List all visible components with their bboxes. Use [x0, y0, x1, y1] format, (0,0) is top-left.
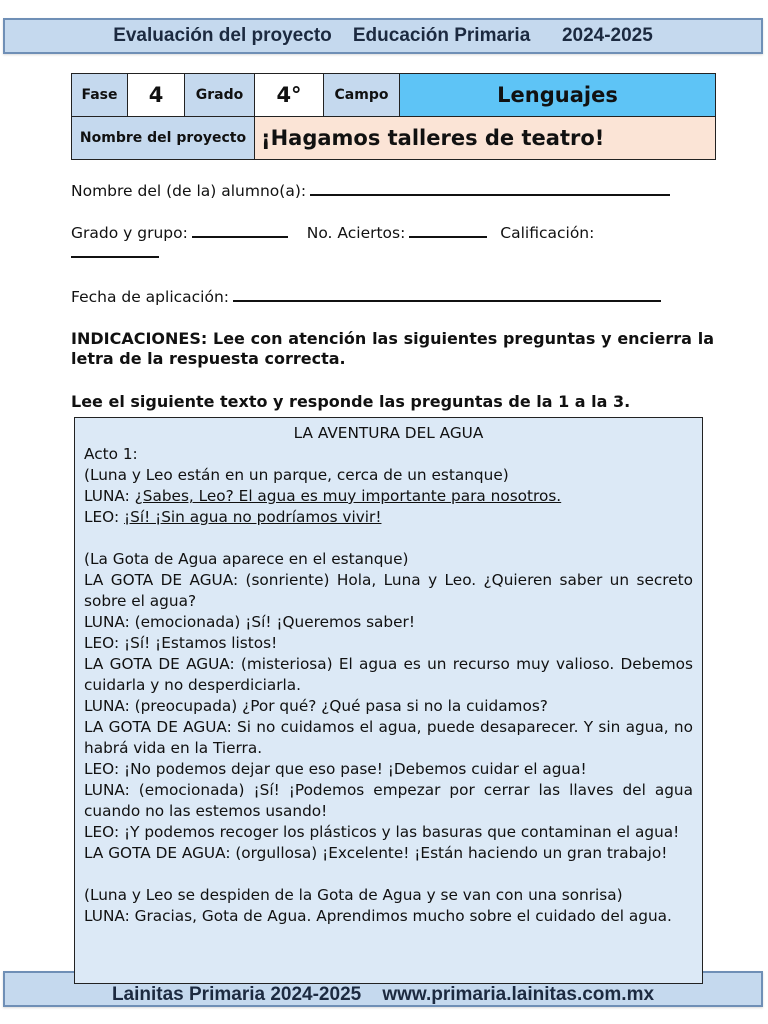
grado-label: Grado [185, 74, 255, 117]
alumno-line [71, 182, 670, 200]
calificacion-line [71, 244, 159, 262]
reading-title: LA AVENTURA DEL AGUA [293, 424, 484, 442]
spacer [84, 528, 693, 549]
alumno-label: Nombre del (de la) alumno(a): [71, 182, 307, 200]
underlined-dialogue: ¡Sí! ¡Sin agua no podríamos vivir! [123, 508, 382, 526]
fecha-label: Fecha de aplicación: [71, 288, 230, 306]
reading-line: LUNA: (emocionada) ¡Sí! ¡Queremos saber! [84, 613, 415, 631]
project-info-table [71, 73, 716, 160]
aciertos-blank[interactable] [409, 235, 487, 238]
header-title: Evaluación del proyecto Educación Primaria 2024-2025 [113, 25, 653, 46]
grado-grupo-line [71, 224, 594, 242]
reading-act: Acto 1: [84, 445, 138, 463]
reading-line: LA GOTA DE AGUA: (misteriosa) El agua es un recurso muy valioso. Debemos cuidarla y no desperdiciarla. [84, 655, 693, 694]
proyecto-value: ¡Hagamos talleres de teatro! [255, 117, 716, 160]
reading-line: (La Gota de Agua aparece en el estanque) [84, 550, 409, 568]
reading-line: LEO: ¡Y podemos recoger los plásticos y las basuras que contaminan el agua! [84, 823, 680, 841]
reading-line: (Luna y Leo se despiden de la Gota de Agua y se van con una sonrisa) [84, 886, 623, 904]
calificacion-label: Calificación: [500, 224, 595, 242]
reading-text-box [74, 417, 703, 984]
indicaciones: INDICACIONES: Lee con atención las siguientes preguntas y encierra la letra de la respuesta correcta. [71, 329, 714, 368]
alumno-blank[interactable] [310, 193, 670, 196]
calificacion-blank[interactable] [71, 255, 159, 258]
speaker-luna: LUNA: [84, 487, 135, 505]
speaker-leo: LEO: [84, 508, 124, 526]
reading-line: LUNA: (preocupada) ¿Por qué? ¿Qué pasa si no la cuidamos? [84, 697, 548, 715]
reading-line: (Luna y Leo están en un parque, cerca de un estanque) [84, 466, 509, 484]
fecha-blank[interactable] [233, 299, 661, 302]
fase-value: 4 [128, 74, 185, 117]
fase-label: Fase [72, 74, 128, 117]
fecha-line [71, 288, 661, 306]
grado-grupo-blank[interactable] [192, 235, 288, 238]
aciertos-label: No. Aciertos: [306, 224, 406, 242]
reading-line [84, 486, 693, 507]
footer-text: Lainitas Primaria 2024-2025 www.primaria.lainitas.com.mx [111, 984, 655, 1005]
reading-line: LEO: ¡No podemos dejar que eso pase! ¡Debemos cuidar el agua! [84, 760, 587, 778]
reading-line: LA GOTA DE AGUA: Si no cuidamos el agua, puede desaparecer. Y sin agua, no habrá vida en la Tierra. [84, 718, 693, 757]
reading-line: LA GOTA DE AGUA: (orgullosa) ¡Excelente! ¡Están haciendo un gran trabajo! [84, 844, 668, 862]
reading-line: LA GOTA DE AGUA: (sonriente) Hola, Luna y Leo. ¿Quieren saber un secreto sobre el agua? [84, 571, 693, 610]
grado-grupo-label: Grado y grupo: [71, 224, 188, 242]
header-banner [3, 18, 763, 54]
spacer [84, 864, 693, 885]
reading-line: LUNA: Gracias, Gota de Agua. Aprendimos mucho sobre el cuidado del agua. [84, 907, 672, 925]
proyecto-label: Nombre del proyecto [72, 117, 255, 160]
underlined-dialogue: ¿Sabes, Leo? El agua es muy importante para nosotros. [134, 487, 562, 505]
reading-line: LEO: ¡Sí! ¡Estamos listos! [84, 634, 278, 652]
grado-value: 4° [255, 74, 324, 117]
reading-line [84, 507, 693, 528]
campo-value: Lenguajes [400, 74, 716, 117]
reading-line: LUNA: (emocionada) ¡Sí! ¡Podemos empezar por cerrar las llaves del agua cuando no las estemos usando! [84, 781, 693, 820]
campo-label: Campo [324, 74, 400, 117]
read-prompt: Lee el siguiente texto y responde las preguntas de la 1 a la 3. [71, 392, 631, 411]
